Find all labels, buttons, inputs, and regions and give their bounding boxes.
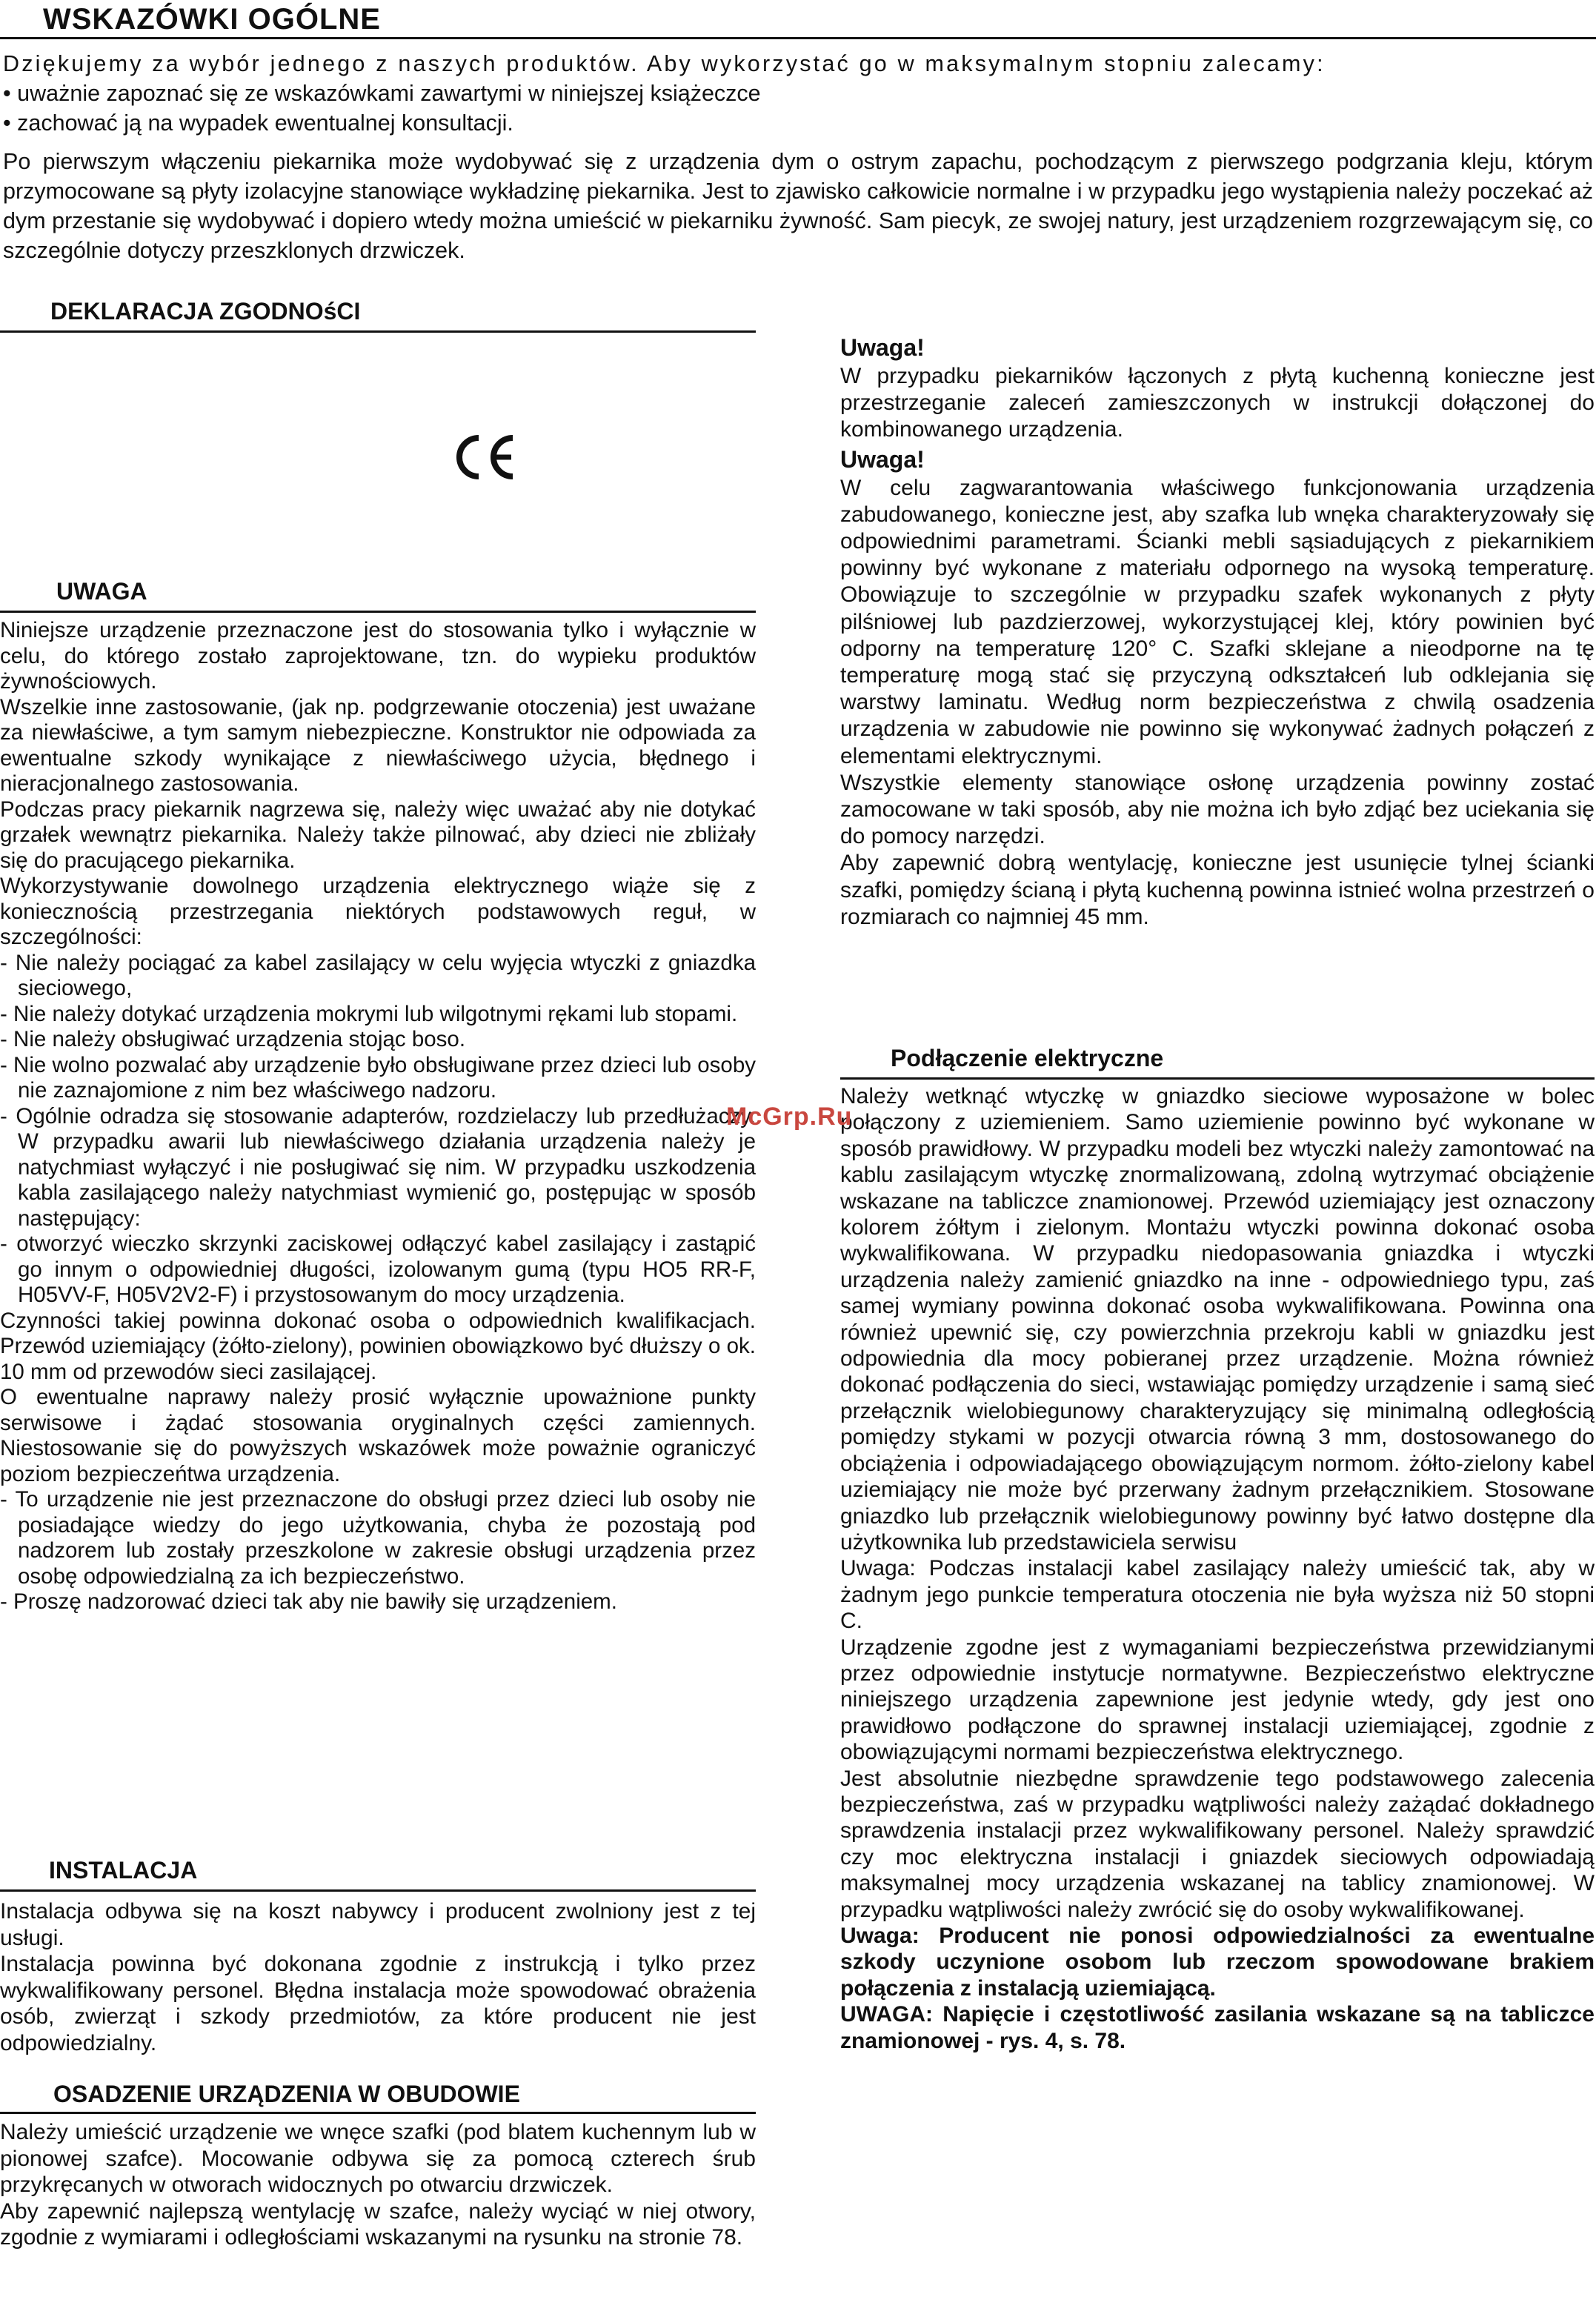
safety-rule: - Nie wolno pozwalać aby urządzenie było obsługiwane przez dzieci lub osoby nie zaznajomione z nim bez właściwego nadzoru. bbox=[0, 1052, 756, 1103]
caution-paragraph: Wszystkie elementy stanowiące osłonę urządzenia powinny zostać zamocowane w taki sposób, aby nie można ich było zdjąć bez uciekania się do pomocy narzędzi. bbox=[840, 770, 1595, 849]
grounding-note: Uwaga: Producent nie ponosi odpowiedzialności za ewentualne szkody uczynione osobom lub rzeczom spowodowane brakiem połączenia z instalacją uziemiającą. bbox=[840, 1924, 1595, 2001]
housing-heading: OSADZENIE URZĄDZENIA W OBUDOWIE bbox=[53, 2081, 520, 2107]
intro-paragraph-1: Dziękujemy za wybór jednego z naszych produktów. Aby wykorzystać go w maksymalnym stopniu zalecamy: bbox=[3, 51, 1326, 76]
warning-paragraph: Czynności takiej powinna dokonać osoba o odpowiednich kwalifikacjach. Przewód uziemiający (żółto-zielony), powinien obowiązkowo być dłuższy o ok. 10 mm od przewodów sieci zasilającej. bbox=[0, 1308, 756, 1384]
safety-rule: - Proszę nadzorować dzieci tak aby nie bawiły się urządzeniem. bbox=[0, 1589, 617, 1614]
electrical-text bbox=[840, 1083, 1595, 2054]
electrical-paragraph: Jest absolutnie niezbędne sprawdzenie tego podstawowego zalecenia bezpieczeństwa, zaś w przypadku wątpliwości należy zażądać dokładnego sprawdzenia instalacji przez wykwalifikowany personel. Należy sprawdzić czy moc elektryczna instalacji i gniazdek sieciowych odpowiadają maksymalnej mocy urządzenia wskazanej na tablicy znamionowej. W przypadku wątpliwości należy zwrócić się do osoby wykwalifikowanej. bbox=[840, 1766, 1595, 1922]
safety-rule: - Nie należy dotykać urządzenia mokrymi lub wilgotnymi rękami lub stopami. bbox=[0, 1001, 738, 1026]
warning-heading: UWAGA bbox=[56, 578, 147, 605]
caution-paragraph: W przypadku piekarników łączonych z płytą kuchenną konieczne jest przestrzeganie zaleceń zamieszczonych w instrukcji dołączonej do kombinowanego urządzenia. bbox=[840, 364, 1595, 442]
housing-paragraph: Aby zapewnić najlepszą wentylację w szafce, należy wyciąć w niej otwory, zgodnie z wymiarami i odległościami wskazanymi na rysunku na stronie 78. bbox=[0, 2198, 756, 2250]
safety-rule: - Ogólnie odradza się stosowanie adapterów, rozdzielaczy lub przedłużaczy. W przypadku awarii lub niewłaściwego działania urządzenia należy je natychmiast wyłączyć i nie posługiwać się nim. W przypadku uszkodzenia kabla zasilającego należy natychmiast wymienić go, postępując w sposób następujący: bbox=[0, 1103, 756, 1231]
safety-rule: - To urządzenie nie jest przeznaczone do obsługi przez dzieci lub osoby nie posiadające wiedzy do jego użytkowania, chyba że pozostają pod nadzorem lub zostały przeszkolone w zakresie obsługi urządzenia przez osobę odpowiedzialną za ich bezpieczeństwo. bbox=[0, 1487, 756, 1589]
ce-mark-icon bbox=[450, 433, 516, 485]
page-title: WSKAZÓWKI OGÓLNE bbox=[43, 3, 381, 36]
title-divider bbox=[0, 37, 1596, 39]
caution-paragraph: Aby zapewnić dobrą wentylację, konieczne jest usunięcie tylnej ścianki szafki, pomiędzy ścianą i płytą kuchenną powinna istnieć wolna przestrzeń o rozmiarach co najmniej 45 mm. bbox=[840, 851, 1595, 929]
caution-heading: Uwaga! bbox=[840, 445, 925, 473]
caution-heading: Uwaga! bbox=[840, 334, 925, 361]
warning-paragraph: Podczas pracy piekarnik nagrzewa się, należy więc uważać aby nie dotykać grzałek wewnątrz piekarnika. Należy także pilnować, aby dzieci nie zbliżały się do pracującego piekarnika. bbox=[0, 797, 756, 873]
warning-paragraph: Niniejsze urządzenie przeznaczone jest do stosowania tylko i wyłącznie w celu, do którego zostało zaprojektowane, tzn. do wypieku produktów żywnościowych. bbox=[0, 618, 756, 694]
safety-rule: - Nie należy obsługiwać urządzenia stojąc boso. bbox=[0, 1027, 466, 1051]
intro-bullet-1: • uważnie zapoznać się ze wskazówkami zawartymi w niniejszej książeczce bbox=[3, 81, 761, 106]
warning-divider bbox=[0, 611, 756, 613]
electrical-paragraph: Należy wetknąć wtyczkę w gniazdko sieciowe wyposażone w bolec połączony z uziemieniem. Samo uziemienie powinno być wykonane w sposób prawidłowy. W przypadku modeli bez wtyczki należy zamontować na kablu zasilającym wtyczkę znormalizowaną, zdolną wytrzymać obciążenie wskazane na tabliczce znamionowej. Przewód uziemiający jest oznaczony kolorem żółtym i zielonym. Montażu wtyczki powinna dokonać osoba wykwalifikowana. W przypadku niedopasowania gniazdka i wtyczki urządzenia należy zamienić gniazdko na inne - odpowiedniego typu, zaś samej wymiany powinna dokonać osoba wykwalifikowana. Powinna ona również upewnić się, czy powierzchnia przekroju kabli w gniazdku jest odpowiednia dla mocy pobieranej przez urządzenie. Można również dokonać podłączenia do sieci, wstawiając pomiędzy urządzenie i samą sieć przełącznik wielobiegunowy charakteryzujący się minimalną odległością pomiędzy stykami w pozycji otwarcia równą 3 mm, dostosowanego do obciążenia i odpowiadającego obowiązującym normom. żółto-zielony kabel uziemiający nie może być przerwany żadnym przełącznikiem. Stosowane gniazdko lub przełącznik wielobiegunowy powinny być łatwo dostępne dla użytkownika lub przedstawiciela serwisu bbox=[840, 1084, 1595, 1555]
warning-paragraph: Wszelkie inne zastosowanie, (jak np. podgrzewanie otoczenia) jest uważane za niewłaściwe, a tym samym niebezpieczne. Konstruktor nie odpowiada za ewentualne szkody wynikające z niewłaściwego użycia, błędnego i nieracjonalnego zastosowania. bbox=[0, 694, 756, 796]
electrical-divider bbox=[840, 1077, 1595, 1080]
caution-paragraph: W celu zagwarantowania właściwego funkcjonowania urządzenia zabudowanego, konieczne jest, aby szafka lub wnęka charakteryzowały się odpowiednimi parametrami. Ścianki mebli sąsiadujących z piekarnikiem powinny być wykonane z materiału odpornego na wysoką temperaturę. Obowiązuje to szczególnie w przypadku szafek wykonanych z płyty pilśniowej lub pazdzierzowej, wykorzystującej klej, który powinien być odporny na temperaturę 120° C. Szafki sklejane a nieodporne na tę temperaturę mogą stać się przyczyną odkształceń lub odklejania się warstwy laminatu. Według norm bezpieczeństwa z chwilą osadzenia urządzenia w zabudowie nie powinno się wykonywać żadnych połączeń z elementami elektrycznymi. bbox=[840, 475, 1595, 768]
warning-paragraph: O ewentualne naprawy należy prosić wyłącznie upoważnione punkty serwisowe i żądać stosowania oryginalnych części zamiennych. Niestosowanie się do powyższych wskazówek może poważnie ograniczyć poziom bezpieczeńtwa urządzenia. bbox=[0, 1385, 756, 1486]
housing-text bbox=[0, 2119, 756, 2251]
installation-paragraph: Instalacja powinna być dokonana zgodnie z instrukcją i tylko przez wykwalifikowany personel. Błędna instalacja może spowodować obrażenia osób, zwierząt i szkody przedmiotów, za które producent nie jest odpowiedzialny. bbox=[0, 1952, 756, 2055]
safety-rule: - otworzyć wieczko skrzynki zaciskowej odłączyć kabel zasilający i zastąpić go innym o odpowiedniej długości, izolowanym gumą (typu HO5 RR-F, H05VV-F, H05V2V2-F) i przystosowanym do mocy urządzenia. bbox=[0, 1231, 756, 1307]
right-column bbox=[840, 332, 1595, 931]
intro-block bbox=[3, 49, 1593, 265]
electrical-paragraph: Uwaga: Podczas instalacji kabel zasilający należy umieścić tak, aby w żadnym jego punkcie temperatura otoczenia nie była wyższa niż 50 stopni C. bbox=[840, 1556, 1595, 1634]
watermark: McGrp.Ru bbox=[726, 1103, 853, 1131]
installation-text bbox=[0, 1898, 756, 2056]
intro-paragraph-2: Po pierwszym włączeniu piekarnika może wydobywać się z urządzenia dym o ostrym zapachu, pochodzącym z pierwszego podgrzania kleju, którym przymocowane są płyty izolacyjne stanowiące wykładzinę piekarnika. Jest to zjawisko całkowicie normalne i w przypadku jego wystąpienia należy poczekać aż dym przestanie się wydobywać i dopiero wtedy można umieścić w piekarniku żywność. Sam piecyk, ze swojej natury, jest urządzeniem rozgrzewającym się, co szczególnie dotyczy przeszklonych drzwiczek. bbox=[3, 149, 1593, 263]
installation-divider bbox=[0, 1889, 756, 1892]
electrical-heading: Podłączenie elektryczne bbox=[891, 1045, 1164, 1071]
declaration-heading: DEKLARACJA ZGODNOśCI bbox=[50, 298, 361, 325]
electrical-paragraph: Urządzenie zgodne jest z wymaganiami bezpieczeństwa przewidzianymi przez odpowiednie instytucje normatywne. Bezpieczeństwo elektryczne niniejszego urządzenia zapewnione jest jedynie wtedy, gdy jest ono prawidłowo podłączone do sprawnej instalacji uziemiającej, zgodnie z obowiązującymi normami bezpieczeństwa elektrycznego. bbox=[840, 1635, 1595, 1765]
housing-divider bbox=[0, 2112, 756, 2114]
declaration-divider bbox=[0, 330, 756, 333]
intro-bullet-2: • zachować ją na wypadek ewentualnej konsultacji. bbox=[3, 110, 513, 136]
warning-paragraph: Wykorzystywanie dowolnego urządzenia elektrycznego wiąże się z koniecznością przestrzegania niektórych podstawowych reguł, w szczególności: bbox=[0, 874, 756, 949]
warning-text bbox=[0, 618, 756, 1615]
voltage-note: UWAGA: Napięcie i częstotliwość zasilania wskazane są na tabliczce znamionowej - rys. 4, s. 78. bbox=[840, 2002, 1595, 2053]
housing-paragraph: Należy umieścić urządzenie we wnęce szafki (pod blatem kuchennym lub w pionowej szafce). Mocowanie odbywa się za pomocą czterech śrub przykręcanych w otworach widocznych po otwarciu drzwiczek. bbox=[0, 2120, 756, 2197]
safety-rule: - Nie należy pociągać za kabel zasilający w celu wyjęcia wtyczki z gniazdka sieciowego, bbox=[0, 950, 756, 1000]
installation-paragraph: Instalacja odbywa się na koszt nabywcy i producent zwolniony jest z tej usługi. bbox=[0, 1899, 756, 1950]
installation-heading: INSTALACJA bbox=[49, 1857, 198, 1884]
